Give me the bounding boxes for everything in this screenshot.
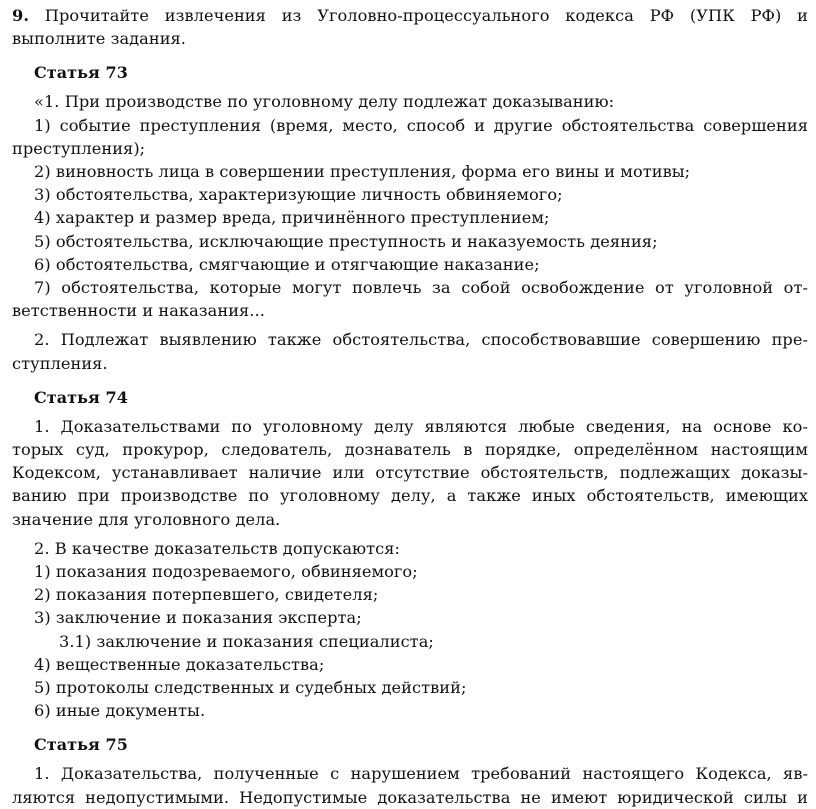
article-73-line-1: «1. При производстве по уголовному делу подлежат доказыванию: — [34, 92, 615, 112]
article-75-title: Статья 75 — [34, 735, 128, 755]
article-75-line-2: ляются недопустимыми. Недопустимые доказательства не имеют юридической силы и — [12, 787, 808, 807]
article-74-line-1: 1. Доказательствами по уголовному делу являются любые сведения, на основе ко- — [34, 416, 808, 436]
article-73-line-7: 5) обстоятельства, исключающие преступность и наказуемость деяния; — [34, 231, 658, 251]
article-73-line-5: 3) обстоятельства, характеризующие личность обвиняемого; — [34, 185, 563, 205]
article-74-line-2: торых суд, прокурор, следователь, дознаватель в порядке, определённом настоящим — [12, 440, 808, 460]
article-74-line-12: 5) протоколы следственных и судебных действий; — [34, 678, 467, 698]
task-text: Прочитайте извлечения из Уголовно-процессуального кодекса РФ (УПК РФ) и — [44, 6, 808, 25]
article-73-line-8: 6) обстоятельства, смягчающие и отягчающие наказание; — [34, 254, 540, 274]
article-74-line-4: ванию при производстве по уголовному делу, а также иных обстоятельств, имеющих — [12, 486, 808, 506]
document-page — [12, 4, 808, 809]
task-line-2: выполните задания. — [12, 29, 187, 49]
article-73-title: Статья 73 — [34, 63, 128, 83]
article-74-title: Статья 74 — [34, 387, 128, 407]
article-74-line-13: 6) иные документы. — [34, 701, 206, 721]
article-73-line-12: ступления. — [12, 353, 108, 373]
article-73-line-11: 2. Подлежат выявлению также обстоятельства, способствовавшие совершению пре- — [34, 330, 808, 350]
article-73-line-2: 1) событие преступления (время, место, способ и другие обстоятельства совершения — [34, 115, 808, 135]
article-73-line-4: 2) виновность лица в совершении преступления, форма его вины и мотивы; — [34, 162, 691, 182]
article-73-line-9: 7) обстоятельства, которые могут повлечь за собой освобождение от уголовной от- — [34, 278, 808, 298]
article-75-line-1: 1. Доказательства, полученные с нарушением требований настоящего Кодекса, яв- — [34, 764, 808, 784]
task-line-1 — [12, 4, 808, 27]
article-74-line-9: 3) заключение и показания эксперта; — [34, 608, 362, 628]
article-73-line-6: 4) характер и размер вреда, причинённого преступлением; — [34, 208, 550, 228]
article-74-line-10: 3.1) заключение и показания специалиста; — [59, 631, 434, 651]
article-74-line-6: 2. В качестве доказательств допускаются: — [34, 538, 401, 558]
article-73-line-10: ветственности и наказания... — [12, 301, 265, 321]
article-74-line-5: значение для уголовного дела. — [12, 509, 281, 529]
article-74-line-8: 2) показания потерпевшего, свидетеля; — [34, 585, 379, 605]
article-74-line-7: 1) показания подозреваемого, обвиняемого; — [34, 562, 418, 582]
article-73-line-3: преступления); — [12, 138, 146, 158]
task-number: 9. — [12, 6, 29, 25]
article-74-line-11: 4) вещественные доказательства; — [34, 654, 325, 674]
article-74-line-3: Кодексом, устанавливает наличие или отсутствие обстоятельств, подлежащих доказы- — [12, 463, 808, 483]
